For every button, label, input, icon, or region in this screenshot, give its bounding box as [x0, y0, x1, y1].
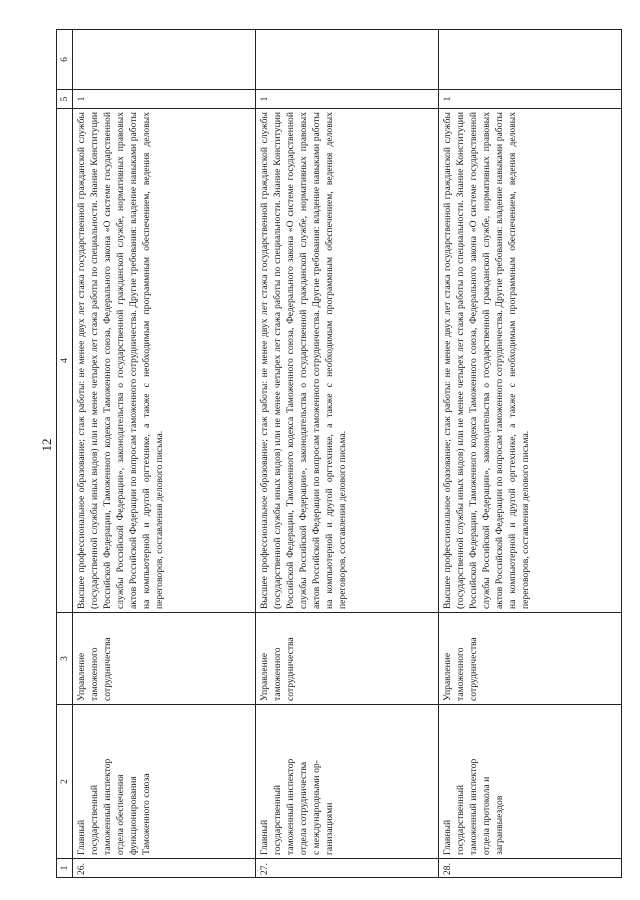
rotated-content: [56, 30, 622, 878]
position-title: Главный государственный таможенный инспектор отдела обеспечения функционирования Таможенного союза: [73, 705, 256, 859]
count-cell: 1: [439, 90, 622, 109]
column-header: 1: [57, 859, 73, 878]
column-header: 5: [57, 90, 73, 109]
row-number: 26.: [73, 859, 256, 878]
row-number: 27.: [256, 859, 439, 878]
rotated-page: [56, 30, 622, 878]
count-cell: 1: [73, 90, 256, 109]
column-header: 4: [57, 109, 73, 613]
column-header: 2: [57, 705, 73, 859]
table-header-row: [57, 30, 73, 878]
page-number: 12: [39, 438, 54, 452]
column-6-cell: [439, 30, 622, 90]
column-6-cell: [256, 30, 439, 90]
requirements: Высшее профессиональное образование; стаж работы: не менее двух лет стажа государственной гражданской службы (государственной службы иных видов) или не менее четырех лет стажа работы по специальности. Знание Конституции Российской Федерации, Таможенного кодекса Таможенного союза, Федерального закона «О системе государственной службы Российской Федерации», законодательства о государственной гражданской службе, нормативных правовых актов Российской Федерации по вопросам таможенного сотрудничества. Другие требования: владение навыками работы на компьютерной и другой оргтехнике, а также с необходимым программным обеспечением, ведения деловых переговоров, составления делового письма.: [73, 109, 256, 613]
position-title: Главный государственный таможенный инспектор отдела протокола и загранвыездов: [439, 705, 622, 859]
column-6-cell: [73, 30, 256, 90]
column-header: 6: [57, 30, 73, 90]
requirements: Высшее профессиональное образование; стаж работы: не менее двух лет стажа государственной гражданской службы (государственной службы иных видов) или не менее четырех лет стажа работы по специальности. Знание Конституции Российской Федерации, Таможенного кодекса Таможенного союза, Федерального закона «О системе государственной службы Российской Федерации», законодательства о государственной гражданской службе, нормативных правовых актов Российской Федерации по вопросам таможенного сотрудничества. Другие требования: владение навыками работы на компьютерной и другой оргтехнике, а также с необходимым программным обеспечением, ведения деловых переговоров, составления делового письма.: [256, 109, 439, 613]
department: Управление таможенного сотрудничества: [73, 613, 256, 705]
position-title: Главный государственный таможенный инспектор отдела сотрудничества с международными ор- ганизациями: [256, 705, 439, 859]
requirements: Высшее профессиональное образование; стаж работы: не менее двух лет стажа государственной гражданской службы (государственной службы иных видов) или не менее четырех лет стажа работы по специальности. Знание Конституции Российской Федерации, Таможенного кодекса Таможенного союза, Федерального закона «О системе государственной службы Российской Федерации», законодательства о государственной гражданской службе, нормативных правовых актов Российской Федерации по вопросам таможенного сотрудничества. Другие требования: владение навыками работы на компьютерной и другой оргтехнике, а также с необходимым программным обеспечением, ведения деловых переговоров, составления делового письма.: [439, 109, 622, 613]
row-number: 28.: [439, 859, 622, 878]
positions-table: [56, 29, 622, 878]
count-cell: 1: [256, 90, 439, 109]
column-header: 3: [57, 613, 73, 705]
table-row: [73, 30, 256, 878]
table-row: [256, 30, 439, 878]
department: Управление таможенного сотрудничества: [439, 613, 622, 705]
department: Управление таможенного сотрудничества: [256, 613, 439, 705]
table-row: [439, 30, 622, 878]
